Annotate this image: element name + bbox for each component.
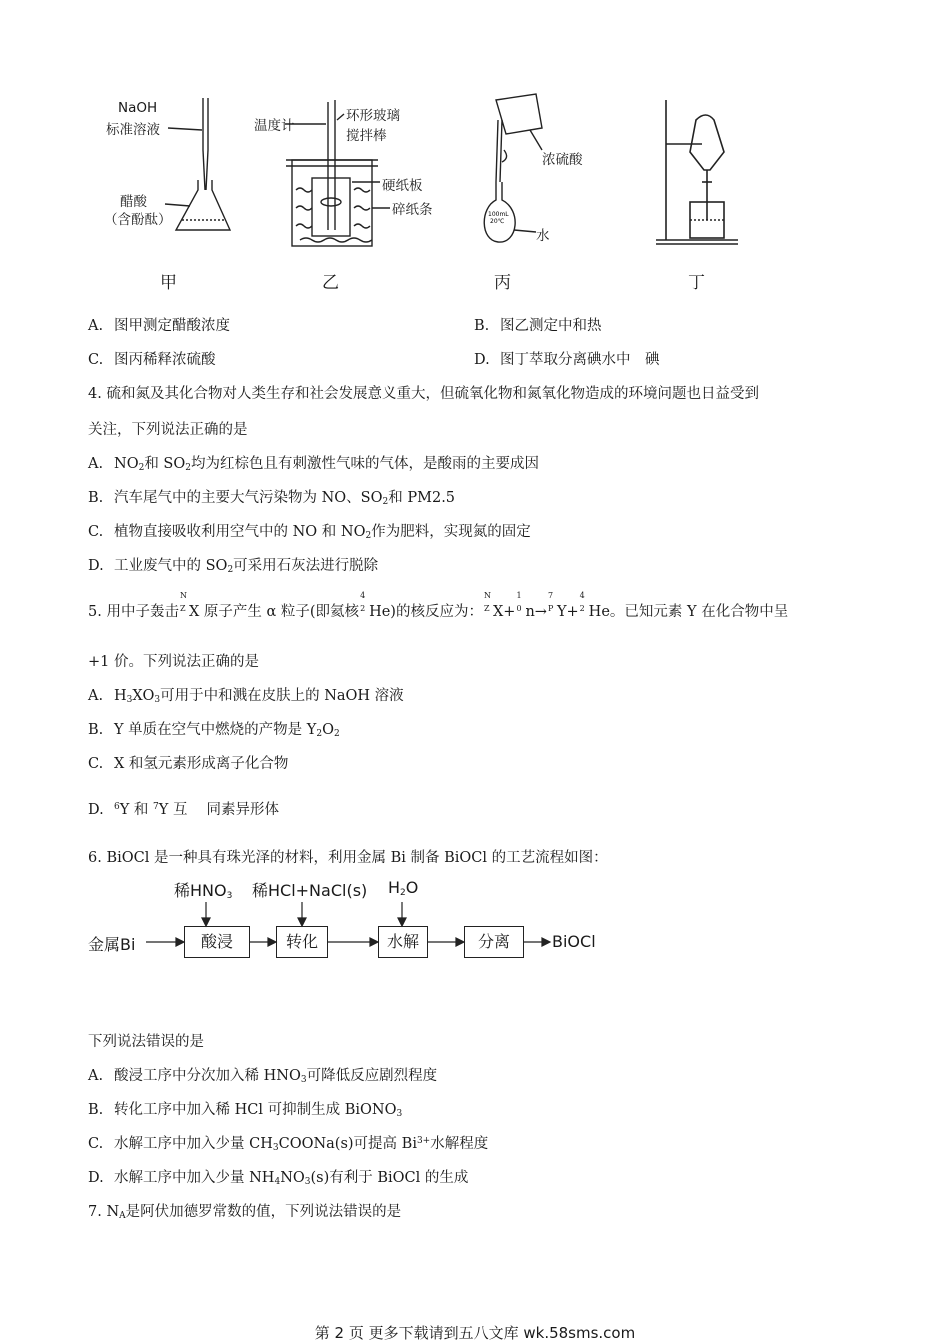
q4-option-d: D. 工业废气中的 $SO_2$可采用石灰法进行脱除	[88, 558, 379, 575]
nuclide-he2: 4 2	[579, 591, 585, 613]
q7-stem: 7. $N_A$是阿伏加德罗常数的值，下列说法错误的是	[88, 1204, 402, 1221]
jia-label-naoh: NaOH	[118, 100, 158, 116]
q6-stem-2: 下列说法错误的是	[88, 1034, 204, 1050]
q5-option-a: A. $H_3XO_3$可用于中和溅在皮肤上的 NaOH 溶液	[88, 688, 404, 705]
flow-step-acid-leach: 酸浸	[184, 926, 250, 958]
jia-label-indicator: （含酚酞）	[104, 212, 172, 228]
flow-start: 金属Bi	[88, 935, 136, 954]
yi-label-cardboard: 硬纸板	[382, 178, 423, 194]
flask-mark: 100mL	[488, 211, 509, 218]
yi-label-paper: 碎纸条	[392, 202, 433, 218]
reagent-water: $H_2O$	[388, 878, 419, 898]
q3-option-c: C. 图丙稀释浓硫酸	[88, 352, 216, 368]
caption-bing: 丙	[494, 273, 511, 293]
q6-option-d: D. 水解工序中加入少量 $NH_4NO_3(s)$有利于 BiOCl 的生成	[88, 1170, 469, 1187]
q6-stem: 6. BiOCl 是一种具有珠光泽的材料，利用金属 Bi 制备 BiOCl 的工艺流程如图：	[88, 850, 608, 866]
reagent-hno3: 稀$HNO_3$	[174, 881, 233, 901]
nuclide-he: 4 2	[360, 591, 366, 613]
q3-option-a: A. 图甲测定醋酸浓度	[88, 318, 230, 334]
bing-label-water: 水	[536, 228, 550, 244]
reagent-hcl-nacl: 稀HCl+NaCl(s)	[252, 881, 368, 900]
nuclide-x: N Z	[179, 591, 187, 613]
caption-ding: 丁	[688, 273, 705, 293]
q4-stem-2: 关注，下列说法正确的是	[88, 422, 248, 438]
nuclide-n: 1 0	[516, 591, 522, 613]
svg-text:20℃: 20℃	[490, 218, 505, 225]
flow-step-convert: 转化	[276, 926, 328, 958]
q5-option-c: C. X 和氢元素形成离子化合物	[88, 756, 289, 772]
bing-label-acid: 浓硫酸	[542, 152, 583, 168]
q4-option-c: C. 植物直接吸收利用空气中的 NO 和 $NO_2$作为肥料，实现氮的固定	[88, 524, 531, 541]
q6-option-a: A. 酸浸工序中分次加入稀 $HNO_3$可降低反应剧烈程度	[88, 1068, 438, 1085]
process-flow	[88, 876, 648, 966]
q6-option-b: B. 转化工序中加入稀 HCl 可抑制生成 BiONO$_3$	[88, 1102, 403, 1119]
apparatus-figure	[90, 90, 770, 293]
jia-label-acetic: 醋酸	[120, 194, 147, 210]
flow-step-hydrolysis: 水解	[378, 926, 428, 958]
q4-stem-1: 4. 硫和氮及其化合物对人类生存和社会发展意义重大，但硫氧化物和氮氧化物造成的环境问题也日益受到	[88, 386, 759, 402]
q4-option-b: B. 汽车尾气中的主要大气污染物为 NO、$SO_2$和 PM2.5	[88, 490, 456, 507]
page-footer: 第 2 页 更多下载请到五八文库 wk.58sms.com	[314, 1324, 636, 1342]
q6-option-c: C. 水解工序中加入少量 $CH_3COONa(s)$可提高 $Bi^{3+}$水解程度	[88, 1136, 489, 1153]
yi-label-stirrer-1: 环形玻璃	[346, 108, 400, 124]
q5-stem-2: +1 价。下列说法正确的是	[88, 654, 259, 670]
caption-jia: 甲	[160, 273, 177, 293]
yi-label-thermometer: 温度计	[254, 118, 295, 134]
nuclide-y: 7 P	[547, 591, 554, 613]
caption-yi: 乙	[322, 273, 339, 293]
q5-option-d: D. $^6$Y 和 $^7$Y 互 同素异形体	[88, 802, 280, 818]
q3-option-d: D. 图丁萃取分离碘水中 碘	[474, 352, 660, 368]
apparatus-drawing	[90, 90, 770, 290]
flow-arrows	[88, 876, 648, 966]
q3-option-b: B. 图乙测定中和热	[474, 318, 602, 334]
q4-option-a: A. $NO_2$和 $SO_2$均为红棕色且有刺激性气味的气体，是酸雨的主要成因	[88, 456, 539, 473]
q5-option-b: B. Y 单质在空气中燃烧的产物是 $Y_2O_2$	[88, 722, 340, 739]
yi-label-stirrer-2: 搅拌棒	[346, 128, 387, 144]
flow-product: BiOCl	[552, 932, 596, 951]
jia-label-standard: 标准溶液	[106, 122, 160, 138]
q5-stem-1: 5. 用中子轰击 N Z X 原子产生 α 粒子(即氦核 4 2 He)的核反应为： N Z X+ 1 0 n→ 7 P Y+ 4 2 He。已知元素 Y 在化合物中呈	[88, 591, 789, 620]
nuclide-x2: N Z	[483, 591, 491, 613]
flow-step-separate: 分离	[464, 926, 524, 958]
